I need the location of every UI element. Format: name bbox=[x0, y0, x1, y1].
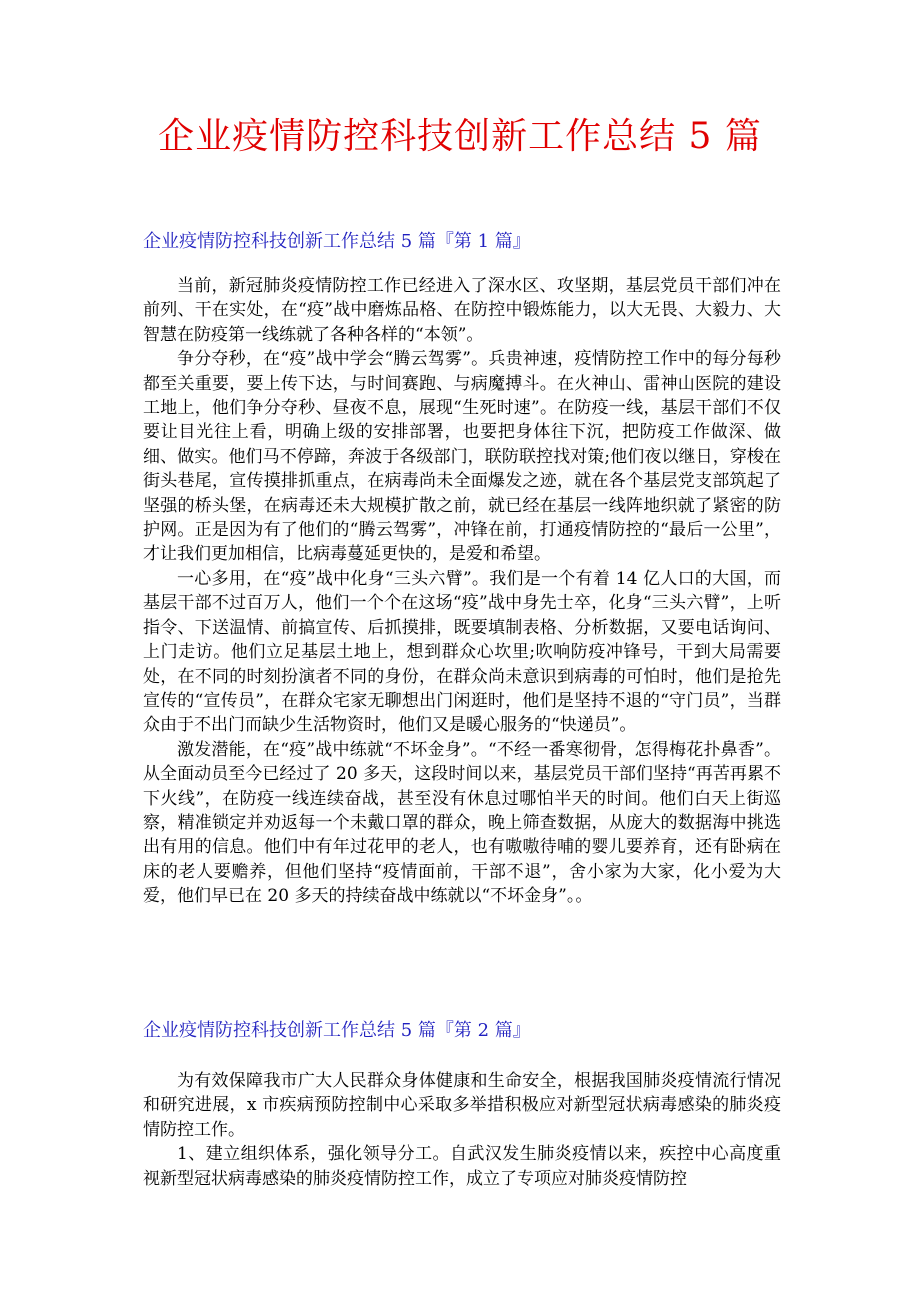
paragraph: 为有效保障我市广大人民群众身体健康和生命安全，根据我国肺炎疫情流行情况和研究进展，x 市疾病预防控制中心采取多举措积极应对新型冠状病毒感染的肺炎疫情防控工作。 bbox=[143, 1071, 781, 1140]
section-body-2 bbox=[143, 1069, 781, 1191]
paragraph: 一心多用，在“疫”战中化身“三头六臂”。我们是一个有着 14 亿人口的大国，而基层干部不过百万人，他们一个个在这场“疫”战中身先士卒，化身“三头六臂”，上听指令、下送温情、前搞宣传、后抓摸排，既要填制表格、分析数据，又要电话询问、上门走访。他们立足基层土地上，想到群众心坎里;吹响防疫冲锋号，干到大局需要处，在不同的时刻扮演者不同的身份，在群众尚未意识到病毒的可怕时，他们是抢先宣传的“宣传员”，在群众宅家无聊想出门闲逛时，他们是坚持不退的“守门员”，当群众由于不出门而缺少生活物资时，他们又是暖心服务的“快递员”。 bbox=[143, 568, 781, 736]
paragraph: 1、建立组织体系，强化领导分工。自武汉发生肺炎疫情以来，疾控中心高度重视新型冠状病毒感染的肺炎疫情防控工作，成立了专项应对肺炎疫情防控 bbox=[143, 1144, 781, 1189]
document-title: 企业疫情防控科技创新工作总结 5 篇 bbox=[158, 116, 762, 157]
section-heading-1: 企业疫情防控科技创新工作总结 5 篇『第 1 篇』 bbox=[143, 231, 531, 252]
section-heading-2: 企业疫情防控科技创新工作总结 5 篇『第 2 篇』 bbox=[143, 1020, 531, 1041]
paragraph: 当前，新冠肺炎疫情防控工作已经进入了深水区、攻坚期，基层党员干部们冲在前列、干在实处，在“疫”战中磨炼品格、在防控中锻炼能力，以大无畏、大毅力、大智慧在防疫第一线练就了各种各样的“本领”。 bbox=[143, 276, 781, 345]
paragraph: 争分夺秒，在“疫”战中学会“腾云驾雾”。兵贵神速，疫情防控工作中的每分每秒都至关重要，要上传下达，与时间赛跑、与病魔搏斗。在火神山、雷神山医院的建设工地上，他们争分夺秒、昼夜不息，展现“生死时速”。在防疫一线，基层干部们不仅要让目光往上看，明确上级的安排部署，也要把身体往下沉，把防疫工作做深、做细、做实。他们马不停蹄，奔波于各级部门，联防联控找对策;他们夜以继日，穿梭在街头巷尾，宣传摸排抓重点，在病毒尚未全面爆发之迹，就在各个基层党支部筑起了坚强的桥头堡，在病毒还未大规模扩散之前，就已经在基层一线阵地织就了紧密的防护网。正是因为有了他们的“腾云驾雾”，冲锋在前，打通疫情防控的“最后一公里”，才让我们更加相信，比病毒蔓延更快的，是爱和希望。 bbox=[143, 349, 781, 565]
paragraph: 激发潜能，在“疫”战中练就“不坏金身”。“不经一番寒彻骨，怎得梅花扑鼻香”。从全面动员至今已经过了 20 多天，这段时间以来，基层党员干部们坚持“再苦再累不下火线”，在防疫一线连续奋战，甚至没有休息过哪怕半天的时间。他们白天上街巡察，精准锁定并劝返每一个未戴口罩的群众，晚上筛查数据，从庞大的数据海中挑选出有用的信息。他们中有年过花甲的老人，也有嗷嗷待哺的婴儿要养育，还有卧病在床的老人要赡养，但他们坚持“疫情面前，干部不退”，舍小家为大家，化小爱为大爱，他们早已在 20 多天的持续奋战中练就以“不坏金身”。。 bbox=[143, 739, 781, 907]
section-body-1 bbox=[143, 274, 781, 909]
